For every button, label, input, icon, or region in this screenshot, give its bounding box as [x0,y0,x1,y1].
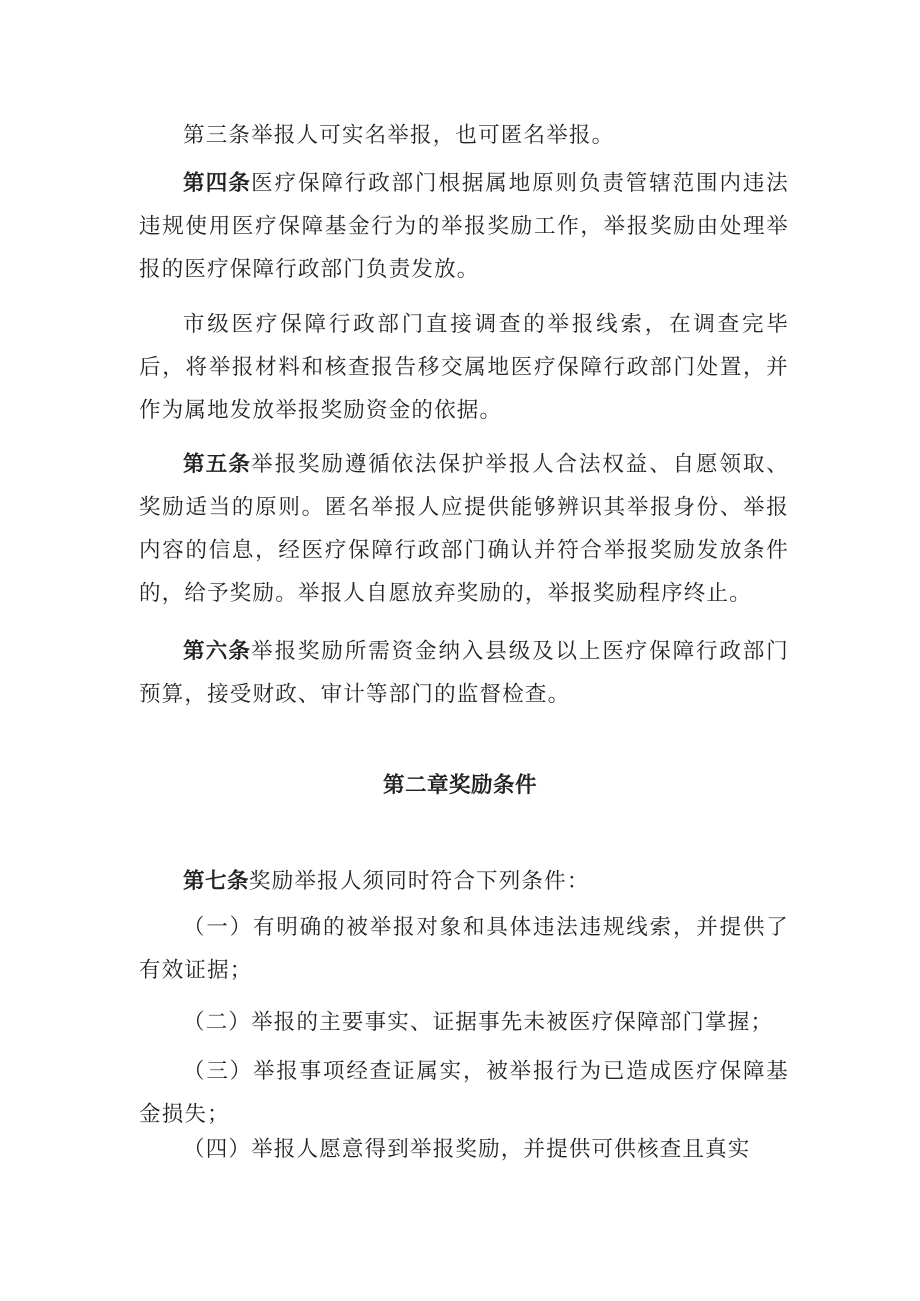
article-7-lead: 第七条 [183,869,250,894]
condition-2 [139,1001,789,1044]
article-6-text: 举报奖励所需资金纳入县级及以上医疗保障行政部门预算，接受财政、审计等部门的监督检查。 [139,639,789,707]
article-3-text: 第三条举报人可实名举报，也可匿名举报。 [183,123,615,148]
article-4-paragraph [139,162,789,291]
article-4-lead: 第四条 [183,171,252,196]
article-7-paragraph [139,860,789,903]
article-3-paragraph [139,114,789,157]
article-5-paragraph [139,443,789,615]
condition-1-text: （一）有明确的被举报对象和具体违法违规线索，并提供了有效证据； [139,915,789,983]
condition-4-text: （四）举报人愿意得到举报奖励，并提供可供核查且真实 [183,1137,751,1162]
condition-3-text: （三）举报事项经查证属实，被举报行为已造成医疗保障基金损失； [139,1059,789,1127]
condition-3 [139,1050,789,1136]
chapter-2-heading: 第二章奖励条件 [382,773,537,798]
article-5-lead: 第五条 [183,452,252,477]
article-4-second-text: 市级医疗保障行政部门直接调查的举报线索，在调查完毕后，将举报材料和核查报告移交属地医疗保障行政部门处置，并作为属地发放举报奖励资金的依据。 [139,312,789,423]
condition-1 [139,906,789,992]
article-6-lead: 第六条 [183,639,252,664]
article-4-text: 医疗保障行政部门根据属地原则负责管辖范围内违法违规使用医疗保障基金行为的举报奖励工作，举报奖励由处理举报的医疗保障行政部门负责发放。 [139,171,789,282]
condition-2-text: （二）举报的主要事实、证据事先未被医疗保障部门掌握； [183,1010,774,1035]
condition-4 [139,1128,789,1171]
article-4-second-paragraph [139,303,789,432]
article-7-text: 奖励举报人须同时符合下列条件： [249,869,590,894]
article-5-text: 举报奖励遵循依法保护举报人合法权益、自愿领取、奖励适当的原则。匿名举报人应提供能够辨识其举报身份、举报内容的信息，经医疗保障行政部门确认并符合举报奖励发放条件的，给予奖励。举报人自愿放弃奖励的，举报奖励程序终止。 [139,452,789,606]
article-6-paragraph [139,630,789,716]
